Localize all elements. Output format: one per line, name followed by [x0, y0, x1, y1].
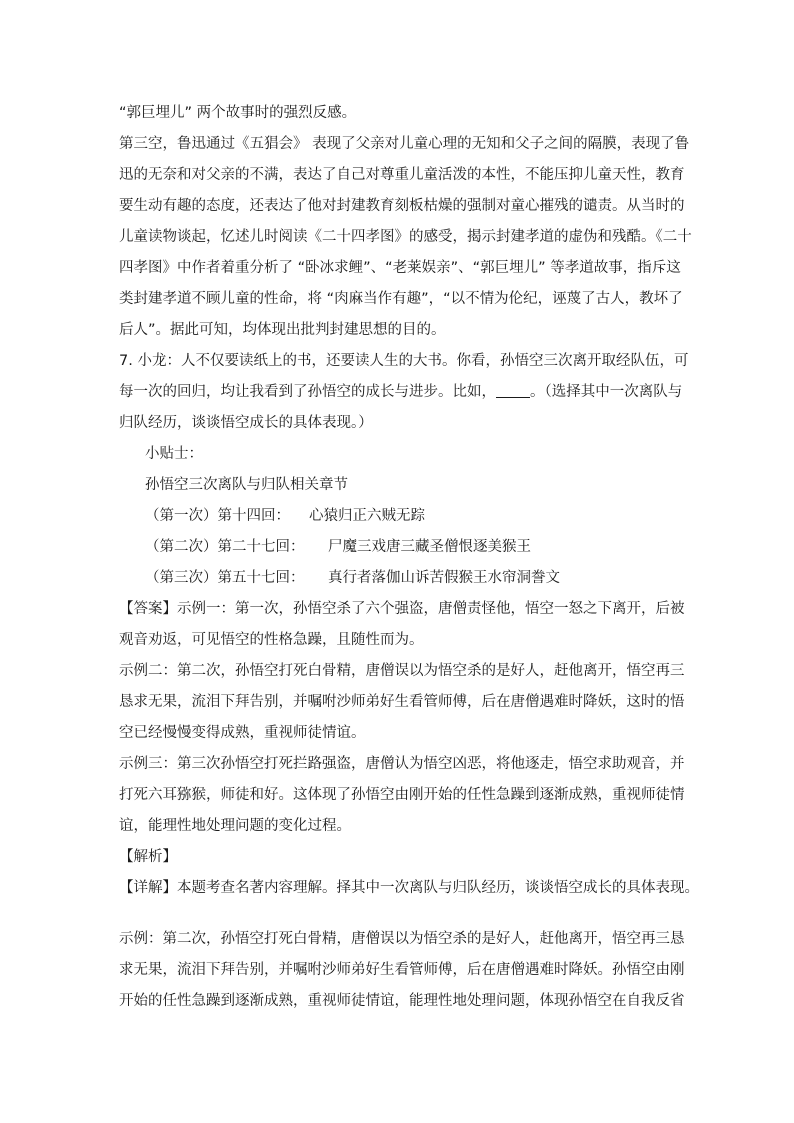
question-text: 。（选择其中一次离队与	[530, 384, 683, 400]
analysis-detail: 【详解】本题考查名著内容理解。择其中一次离队与归队经历，谈谈悟空成长的具体表现。	[119, 880, 699, 896]
answer-line: 空已经慢慢变得成熟，重视师徒情谊。	[119, 725, 366, 741]
answer-line: 谊，能理性地处理问题的变化过程。	[119, 818, 351, 834]
paragraph-third-blank	[119, 129, 692, 346]
text-line: 四孝图》中作者着重分析了 “卧冰求鲤”、“老莱娱亲”、“郭巨埋儿” 等孝道故事，指斥这	[119, 260, 681, 276]
answer-line: 示例三：第三次孙悟空打死拦路强盗，唐僧认为悟空凶恶，将他逐走，悟空求助观音，并	[119, 756, 685, 772]
answer-line: 观音劝返，可见悟空的性格急躁，且随性而为。	[119, 632, 424, 648]
question-7	[119, 346, 689, 594]
text-line: 要生动有趣的态度，还表达了他对封建教育刻板枯燥的强制对童心摧残的谴责。从当时的	[119, 198, 685, 214]
text-line: 儿童读物谈起，忆述儿时阅读《二十四孝图》的感受，揭示封建孝道的虚伪和残酷。《二十	[119, 229, 692, 245]
tip-title: 孙悟空三次离队与归队相关章节	[145, 477, 348, 493]
chapter-title: 真行者落伽山诉苦假猴王水帘洞誊文	[328, 570, 560, 586]
chapter-title: 心猿归正六贼无踪	[309, 508, 425, 524]
answer-line: 打死六耳猕猴，师徒和好。这体现了孙悟空由刚开始的任性急躁到逐渐成熟，重视师徒情	[119, 787, 685, 803]
answer-line: 【答案】示例一：第一次，孙悟空杀了六个强盗，唐僧责怪他，悟空一怒之下离开，后被	[119, 601, 685, 617]
chapter-row	[119, 563, 679, 594]
chapter-row	[119, 532, 679, 563]
answer-line: 恳求无果，流泪下拜告别，并嘱咐沙师弟好生看管师傅，后在唐僧遇难时降妖，这时的悟	[119, 694, 685, 710]
answer-blank	[496, 383, 530, 398]
tip-label: 小贴士：	[145, 446, 203, 462]
chapter-number: （第二次）第二十七回：	[145, 539, 305, 555]
question-text: 每一次的回归，均让我看到了孙悟空的成长与进步。比如，	[119, 384, 496, 400]
chapter-number: （第一次）第十四回：	[145, 508, 290, 524]
text-line: 第三空，鲁迅通过《五猖会》 表现了父亲对儿童心理的无知和父子之间的隔膜，表现了鲁	[119, 136, 690, 152]
answer-line: 示例二：第二次，孙悟空打死白骨精，唐僧误以为悟空杀的是好人，赶他离开，悟空再三	[119, 663, 685, 679]
chapter-title: 尸魔三戏唐三藏圣僧恨逐美猴王	[328, 539, 531, 555]
text-line: 迅的无奈和对父亲的不满，表达了自己对尊重儿童活泼的本性，不能压抑儿童天性，教育	[119, 167, 685, 183]
question-line: 归队经历，谈谈悟空成长的具体表现。）	[119, 415, 373, 431]
chapter-row	[119, 501, 679, 532]
analysis-line: 开始的任性急躁到逐渐成熟，重视师徒情谊，能理性地处理问题，体现孙悟空在自我反省	[119, 993, 685, 1009]
analysis-line: 求无果，流泪下拜告别，并嘱咐沙师弟好生看管师傅，后在唐僧遇难时降妖。孙悟空由刚	[119, 962, 685, 978]
spacer	[119, 904, 679, 924]
text-line: 后人”。据此可知，均体现出批判封建思想的目的。	[119, 322, 446, 338]
chapter-number: （第三次）第五十七回：	[145, 570, 305, 586]
text-line: 类封建孝道不顾儿童的性命，将 “肉麻当作有趣”，“以不情为伦纪，诬蔑了古人，教坏了	[119, 291, 683, 307]
question-line: 7. 小龙：人不仅要读纸上的书，还要读人生的大书。你看，孙悟空三次离开取经队伍，可	[119, 353, 689, 369]
analysis-line: 示例：第二次，孙悟空打死白骨精，唐僧误以为悟空杀的是好人，赶他离开，悟空再三恳	[119, 931, 685, 947]
prev-paragraph-line: “郭巨埋儿” 两个故事时的强烈反感。	[119, 105, 357, 121]
document-body	[119, 98, 699, 1017]
analysis-section	[119, 842, 699, 1017]
question-line	[119, 377, 683, 408]
analysis-label: 【解析】	[119, 849, 177, 865]
answer-section	[119, 594, 685, 842]
